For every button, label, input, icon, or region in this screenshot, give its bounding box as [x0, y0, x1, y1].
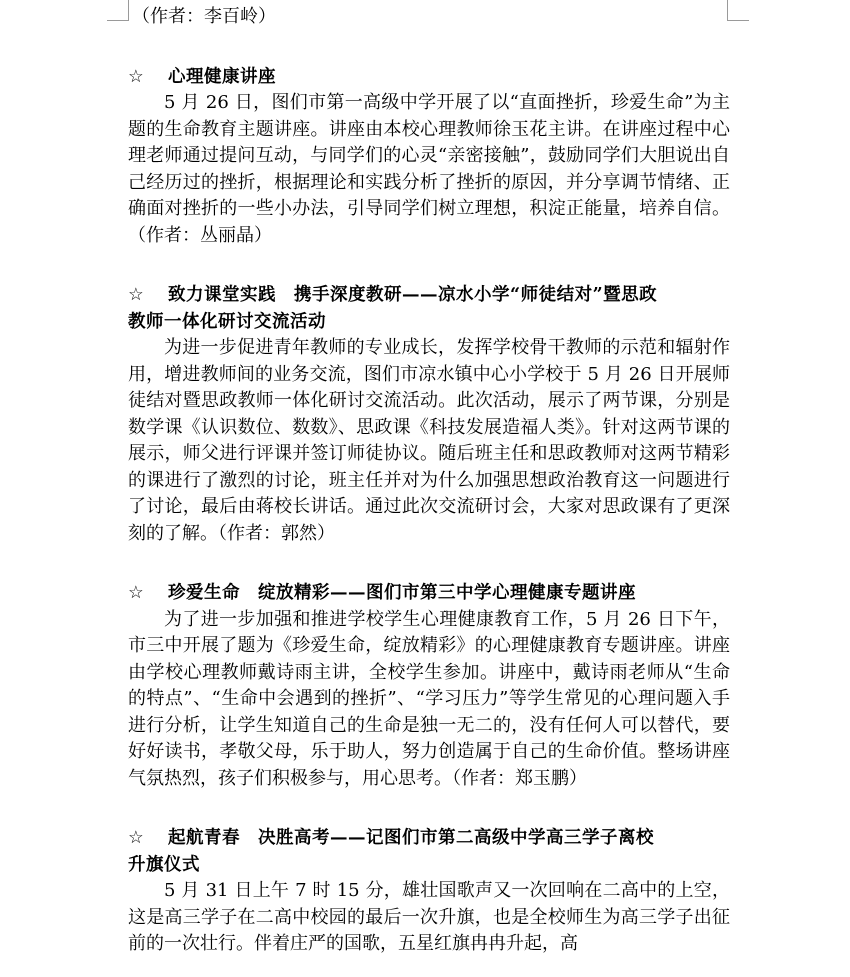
spacer: [128, 249, 730, 276]
star-icon: ☆: [128, 828, 144, 848]
article: [128, 64, 730, 250]
article: [128, 825, 730, 958]
spacer: [128, 31, 730, 58]
article-body: [128, 878, 730, 958]
star-icon: ☆: [128, 285, 144, 305]
article: [128, 580, 730, 792]
article-body: [128, 335, 730, 547]
article-title-text: 起航青春 决胜高考——记图们市第二高级中学高三学子离校: [168, 828, 654, 848]
spacer: [128, 792, 730, 819]
page-corner-mark: [106, 0, 129, 21]
article-body: [128, 90, 730, 249]
article-title: [128, 64, 730, 91]
article-title-text: 致力课堂实践 携手深度教研——凉水小学“师徒结对”暨思政: [168, 285, 658, 305]
article-body: [128, 607, 730, 793]
spacer: [128, 547, 730, 574]
star-icon: ☆: [128, 66, 144, 87]
article-title-text: 升旗仪式: [128, 854, 200, 875]
article-title-text: 教师一体化研讨交流活动: [128, 311, 326, 332]
star-icon: ☆: [128, 583, 144, 603]
article-body-text: 5 月 26 日，图们市第一高级中学开展了以“直面挫折，珍爱生命”为主题的生命教育主题讲座。讲座由本校心理教师徐玉花主讲。在讲座过程中心理老师通过提问互动，与同学们的心灵“亲密接触”，鼓励同学们大胆说出自己经历过的挫折，根据理论和实践分析了挫折的原因，并分享调节情绪、正确面对挫折的一些小办法，引导同学们树立理想，积淀正能量，培养自信。（作者：丛丽晶）: [128, 92, 730, 246]
article-title-text: 珍爱生命 绽放精彩——图们市第三中学心理健康专题讲座: [168, 583, 636, 603]
article-body-text: 为了进一步加强和推进学校学生心理健康教育工作，5 月 26 日下午，市三中开展了题为《珍爱生命，绽放精彩》的心理健康教育专题讲座。讲座由学校心理教师戴诗雨主讲，全校学生参加。讲座中，戴诗雨老师从“生命的特点”、“生命中会遇到的挫折”、“学习压力”等学生常见的心理问题入手进行分析，让学生知道自己的生命是独一无二的，没有任何人可以替代，要好好读书，孝敬父母，乐于助人，努力创造属于自己的生命价值。整场讲座气氛热烈，孩子们积极参与，用心思考。（作者：郑玉鹏）: [128, 608, 730, 789]
article-title-continued: [128, 852, 730, 879]
article-body-text: 5 月 31 日上午 7 时 15 分，雄壮国歌声又一次回响在二高中的上空，这是高三学子在二高中校园的最后一次升旗，也是全校师生为高三学子出征前的一次壮行。伴着庄严的国歌，五星红旗冉冉升起，高: [128, 880, 730, 954]
article-title: [128, 825, 730, 852]
article-title: [128, 580, 730, 607]
article-body-text: 为进一步促进青年教师的专业成长，发挥学校骨干教师的示范和辐射作用，增进教师间的业务交流，图们市凉水镇中心小学校于 5 月 26 日开展师徒结对暨思政教师一体化研讨交流活动。此次活动，展示了两节课，分别是数学课《认识数位、数数》、思政课《科技发展造福人类》。针对这两节课的展示，师父进行评课并签订师徒协议。随后班主任和思政教师对这两节精彩的课进行了激烈的讨论，班主任并对为什么加强思想政治教育这一问题进行了讨论，最后由蒋校长讲话。通过此次交流研讨会，大家对思政课有了更深刻的了解。（作者：郭然）: [128, 337, 730, 544]
page-corner-mark: [727, 0, 750, 21]
article: [128, 282, 730, 547]
article-title: [128, 282, 730, 309]
author-credit: （作者：李百岭）: [132, 6, 276, 27]
article-title-text: 心理健康讲座: [168, 66, 276, 87]
document-page: [128, 0, 730, 958]
article-title-continued: [128, 309, 730, 336]
